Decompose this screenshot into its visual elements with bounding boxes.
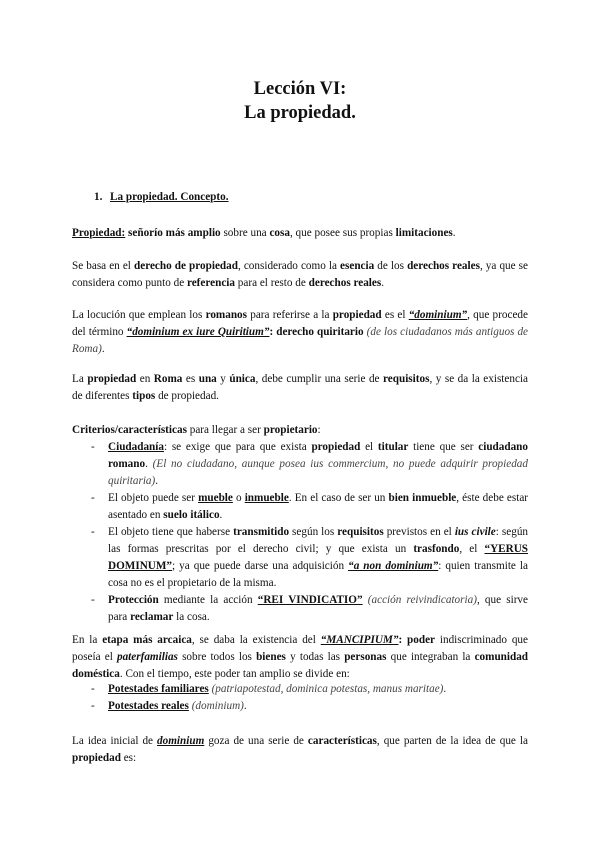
emphasis: Criterios/características	[72, 424, 187, 436]
text: según los	[289, 526, 338, 538]
dash-bullet: -	[91, 594, 95, 606]
emphasis: titular	[377, 441, 409, 453]
criteria-list	[72, 439, 528, 626]
text: o	[232, 492, 245, 504]
term: “dominium ex iure Quiritium”	[126, 326, 270, 338]
text: La idea inicial de	[72, 735, 158, 747]
emphasis: requisitos	[383, 373, 430, 385]
text: tiene que ser	[408, 441, 479, 453]
text: , y se da la existencia de diferentes	[72, 373, 529, 402]
emphasis: reclamar	[130, 611, 174, 623]
section-title: La propiedad. Concepto.	[110, 191, 229, 203]
term: “MANCIPIUM”	[320, 634, 399, 646]
text: , que procede del término	[72, 309, 528, 338]
term: dominium	[157, 735, 205, 747]
text: y todas las	[285, 651, 345, 663]
emphasis: Roma	[153, 373, 183, 385]
text: para el resto de	[235, 277, 309, 289]
dash-bullet: -	[91, 441, 95, 453]
section-number: 1.	[94, 191, 103, 203]
text: mediante la acción	[158, 594, 258, 606]
emphasis: limitaciones	[395, 227, 453, 239]
emphasis: cosa	[269, 227, 290, 239]
lesson-title: Lección VI:	[253, 79, 347, 99]
text: en	[136, 373, 154, 385]
term: Ciudadanía	[108, 441, 164, 453]
text: la cosa.	[173, 611, 210, 623]
emphasis: derechos reales	[407, 260, 480, 272]
text: : quien transmite la cosa no es el propietario de la misma.	[108, 560, 528, 589]
text: Se basa en el	[72, 260, 134, 272]
text: .	[243, 700, 247, 712]
text: , que sirve para	[108, 594, 528, 623]
term: Propiedad:	[72, 227, 126, 239]
text: .	[101, 343, 105, 355]
text: . Con el tiempo, este poder tan amplio se divide en:	[119, 668, 350, 680]
note: (dominium)	[188, 700, 244, 712]
text: , debe cumplir una serie de	[255, 373, 384, 385]
list-item	[72, 439, 528, 490]
text: es el	[381, 309, 409, 321]
text: , que posee sus propias	[289, 227, 396, 239]
emphasis: derechos reales	[308, 277, 382, 289]
note: (patriapotestad, dominica potestas, manus maritae)	[208, 683, 444, 695]
emphasis: suelo itálico	[163, 509, 220, 521]
emphasis: trasfondo	[413, 543, 460, 555]
note: (acción reivindicatoria)	[367, 594, 477, 606]
text: La	[72, 373, 88, 385]
text: El objeto puede ser	[108, 492, 199, 504]
text: El objeto tiene que haberse	[108, 526, 234, 538]
term: “YERUS DOMINUM”	[108, 543, 528, 572]
dash-bullet: -	[91, 492, 95, 504]
text: , ya que se considera como punto de	[72, 260, 528, 289]
text: sobre todos los	[177, 651, 257, 663]
emphasis: referencia	[186, 277, 235, 289]
emphasis: características	[307, 735, 377, 747]
emphasis: propiedad	[332, 309, 382, 321]
text: . En el caso de ser un	[288, 492, 389, 504]
text: que integraban la	[386, 651, 475, 663]
text: .	[145, 458, 153, 470]
term: Potestades familiares	[108, 683, 209, 695]
emphasis: :	[269, 326, 277, 338]
note: (El no ciudadano, aunque posea ius commercium, no puede adquirir propiedad quiritaria)	[108, 458, 528, 487]
emphasis: poder	[407, 634, 436, 646]
emphasis: derecho quiritario	[276, 326, 364, 338]
dash-bullet: -	[91, 700, 95, 712]
emphasis: señorío más amplio	[128, 227, 221, 239]
emphasis: derecho de propiedad	[134, 260, 238, 272]
list-item	[72, 681, 528, 698]
note: (de los ciudadanos más antiguos de Roma)	[72, 326, 529, 355]
text: , el	[459, 543, 485, 555]
text: indiscriminado que poseía el	[72, 634, 528, 663]
term: inmueble	[244, 492, 289, 504]
emphasis: ciudadano romano	[108, 441, 528, 470]
text: En la	[72, 634, 103, 646]
term: “a non dominium”	[348, 560, 439, 572]
text: .	[443, 683, 447, 695]
dash-bullet: -	[91, 526, 95, 538]
text: , que parten de la idea de que la	[376, 735, 528, 747]
emphasis: requisitos	[337, 526, 384, 538]
text: el	[360, 441, 378, 453]
text: .	[219, 509, 223, 521]
emphasis: personas	[344, 651, 387, 663]
text: La locución que emplean los	[72, 309, 206, 321]
emphasis: esencia	[340, 260, 375, 272]
text: , considerado como la	[237, 260, 341, 272]
term: “dominium”	[408, 309, 468, 321]
term: ius civile	[454, 526, 496, 538]
paragraph-mancipium	[72, 632, 528, 683]
emphasis: propiedad	[311, 441, 361, 453]
emphasis: bienes	[256, 651, 286, 663]
text: es	[182, 373, 199, 385]
emphasis: comunidad doméstica	[72, 651, 529, 680]
section-heading	[94, 189, 229, 206]
emphasis: transmitido	[233, 526, 290, 538]
paragraph-derecho-propiedad	[72, 258, 528, 292]
emphasis: tipos	[132, 390, 156, 402]
text: para llegar a ser	[186, 424, 264, 436]
list-item	[72, 592, 528, 626]
text: sobre una	[220, 227, 270, 239]
term: “REI VINDICATIO”	[257, 594, 363, 606]
emphasis: propiedad	[72, 752, 121, 764]
emphasis: una	[198, 373, 217, 385]
text: , se daba la existencia del	[191, 634, 321, 646]
emphasis: :	[398, 634, 408, 646]
emphasis: propiedad	[87, 373, 137, 385]
list-item	[72, 490, 528, 524]
list-item	[72, 524, 528, 592]
text: ; ya que puede darse una adquisición	[172, 560, 349, 572]
text: .	[452, 227, 456, 239]
list-item	[72, 698, 528, 715]
text: : se exige que para que exista	[163, 441, 312, 453]
text: :	[317, 424, 321, 436]
dash-bullet: -	[91, 683, 95, 695]
paragraph-definition	[72, 225, 528, 242]
paragraph-roma	[72, 371, 528, 405]
lesson-subtitle: La propiedad.	[244, 103, 356, 123]
potestades-list	[72, 681, 528, 715]
emphasis: etapa más arcaica	[102, 634, 192, 646]
emphasis: Protección	[108, 594, 159, 606]
term: mueble	[198, 492, 233, 504]
text: para referirse a la	[247, 309, 333, 321]
text: previstos en el	[383, 526, 455, 538]
emphasis: bien inmueble	[388, 492, 457, 504]
paragraph-criterios	[72, 422, 528, 439]
text: : según las formas prescritas por el derecho civil; y que exista un	[108, 526, 529, 555]
text: , éste debe estar asentado en	[108, 492, 529, 521]
paragraph-caracteristicas	[72, 733, 528, 767]
text: y	[216, 373, 230, 385]
term: paterfamilias	[116, 651, 178, 663]
paragraph-dominium	[72, 307, 528, 358]
text: de los	[374, 260, 408, 272]
emphasis: propietario	[263, 424, 318, 436]
text: .	[381, 277, 385, 289]
emphasis: única	[229, 373, 256, 385]
text: es:	[120, 752, 137, 764]
text: .	[155, 475, 159, 487]
text: goza de una serie de	[204, 735, 308, 747]
text: de propiedad.	[155, 390, 219, 402]
term: Potestades reales	[108, 700, 189, 712]
emphasis: romanos	[205, 309, 248, 321]
